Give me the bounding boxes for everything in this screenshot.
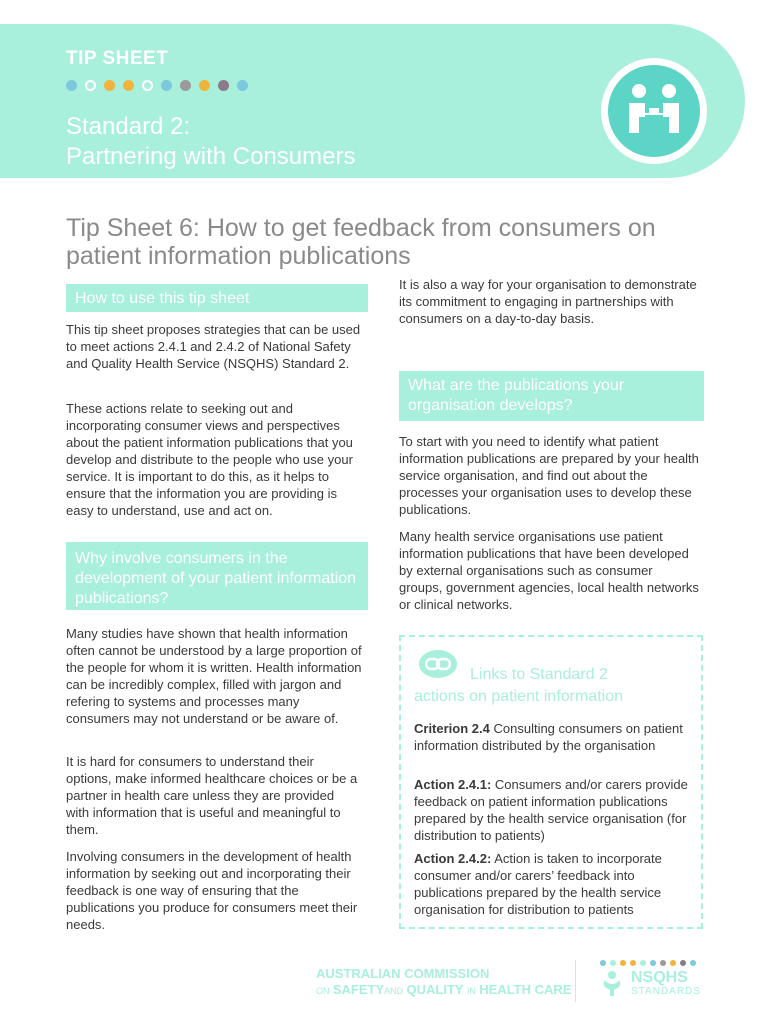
commission-line1: AUSTRALIAN COMMISSION (316, 966, 490, 981)
action-2-4-1-label: Action 2.4.1: (414, 777, 492, 792)
criterion-label: Criterion 2.4 (414, 721, 490, 736)
intro-continued-paragraph: It is also a way for your organisation to demonstrate its commitment to engaging in partnerships with consumers on a day-to-day basis. (399, 277, 697, 326)
how-to-use-paragraph-2: These actions relate to seeking out and incorporating consumer views and perspectives about the patient information publications that you develop and distribute to the people who use your service. It is important to do this, as it helps to ensure that the information you are providing is easy to understand, use and act on. (66, 401, 353, 518)
action-2-4-2 (414, 850, 699, 918)
commission-health-care: HEALTH CARE (479, 982, 572, 997)
links-box-title (414, 664, 694, 708)
nsqhs-dot (620, 960, 626, 966)
section-heading-why-involve: Why involve consumers in the development of your patient information publications? (66, 542, 368, 610)
person-figure-icon (598, 970, 626, 1003)
nsqhs-dot (650, 960, 656, 966)
decorative-dot (66, 80, 77, 91)
standard-title-line2: Partnering with Consumers (66, 143, 356, 170)
links-title-line2: actions on patient information (414, 688, 624, 705)
decorative-dot (180, 80, 191, 91)
nsqhs-dot (670, 960, 676, 966)
decorative-dot (237, 80, 248, 91)
commission-and: AND (384, 986, 404, 996)
tip-sheet-label: TIP SHEET (66, 48, 169, 69)
nsqhs-logo-text: NSQHS (631, 969, 688, 986)
standard-logo (601, 58, 707, 164)
action-2-4-1-text: Consumers and/or carers provide feedback on patient information publications prepared by the health service organisation (for distribution to patients) (414, 777, 688, 843)
decorative-dot (104, 80, 115, 91)
why-involve-paragraph-2: It is hard for consumers to understand their options, make informed healthcare choices or be a partner in health care unless they are provided with information that is useful and meaningful to them. (66, 754, 358, 837)
nsqhs-dots (600, 960, 696, 966)
action-2-4-1 (414, 776, 699, 844)
why-involve-paragraph-1: Many studies have shown that health information often cannot be understood by a large proportion of the people for whom it is written. Health information can be incredibly complex, filled with jargon and refering to systems and processes many consumers may not understand or be aware of. (66, 626, 362, 726)
two-people-handshake-icon (608, 65, 700, 157)
decorative-dot (123, 80, 134, 91)
links-title-line1: Links to Standard 2 (470, 666, 608, 683)
nsqhs-dot (680, 960, 686, 966)
action-2-4-2-label: Action 2.4.2: (414, 851, 492, 866)
footer-divider (575, 960, 576, 1002)
nsqhs-dot (690, 960, 696, 966)
decorative-dot (161, 80, 172, 91)
decorative-dot (142, 80, 153, 91)
commission-logo (316, 966, 571, 999)
commission-safety: SAFETY (332, 982, 385, 997)
decorative-dot (85, 80, 96, 91)
criterion-text: Consulting consumers on patient information distributed by the organisation (414, 721, 683, 753)
action-2-4-2-text: Action is taken to incorporate consumer and/or carers’ feedback into publications prepared by the health service organisation for distribution to patients (414, 851, 662, 917)
nsqhs-standards-text: STANDARDS (631, 986, 701, 997)
standard-title-line1: Standard 2: (66, 113, 191, 140)
why-involve-paragraph-3: Involving consumers in the development of health information by seeking out and incorporating their feedback is one way of ensuring that the publications you produce for consumers meet their needs. (66, 849, 358, 932)
criterion-2-4 (414, 720, 699, 754)
commission-quality: QUALITY (406, 982, 464, 997)
commission-on: ON (316, 986, 330, 996)
decorative-dots (66, 80, 248, 91)
nsqhs-dot (630, 960, 636, 966)
section-heading-how-to-use: How to use this tip sheet (66, 284, 368, 312)
how-to-use-paragraph-1: This tip sheet proposes strategies that can be used to meet actions 2.4.1 and 2.4.2 of National Safety and Quality Health Service (NSQHS) Standard 2. (66, 322, 361, 371)
nsqhs-dot (600, 960, 606, 966)
commission-in: IN (466, 986, 476, 996)
standard-title (66, 112, 355, 172)
nsqhs-dot (610, 960, 616, 966)
page-title: Tip Sheet 6: How to get feedback from consumers on patient information publications (66, 214, 656, 270)
nsqhs-dot (660, 960, 666, 966)
publications-paragraph-1: To start with you need to identify what patient information publications are prepared by your health service organisation, and find out about the processes your organisation uses to develop these publications. (399, 434, 699, 517)
publications-paragraph-2: Many health service organisations use patient information publications that have been developed by external organisations such as consumer groups, government agencies, local health networks or clinical networks. (399, 529, 699, 612)
nsqhs-dot (640, 960, 646, 966)
section-heading-publications: What are the publications your organisation develops? (399, 371, 704, 421)
decorative-dot (199, 80, 210, 91)
decorative-dot (218, 80, 229, 91)
